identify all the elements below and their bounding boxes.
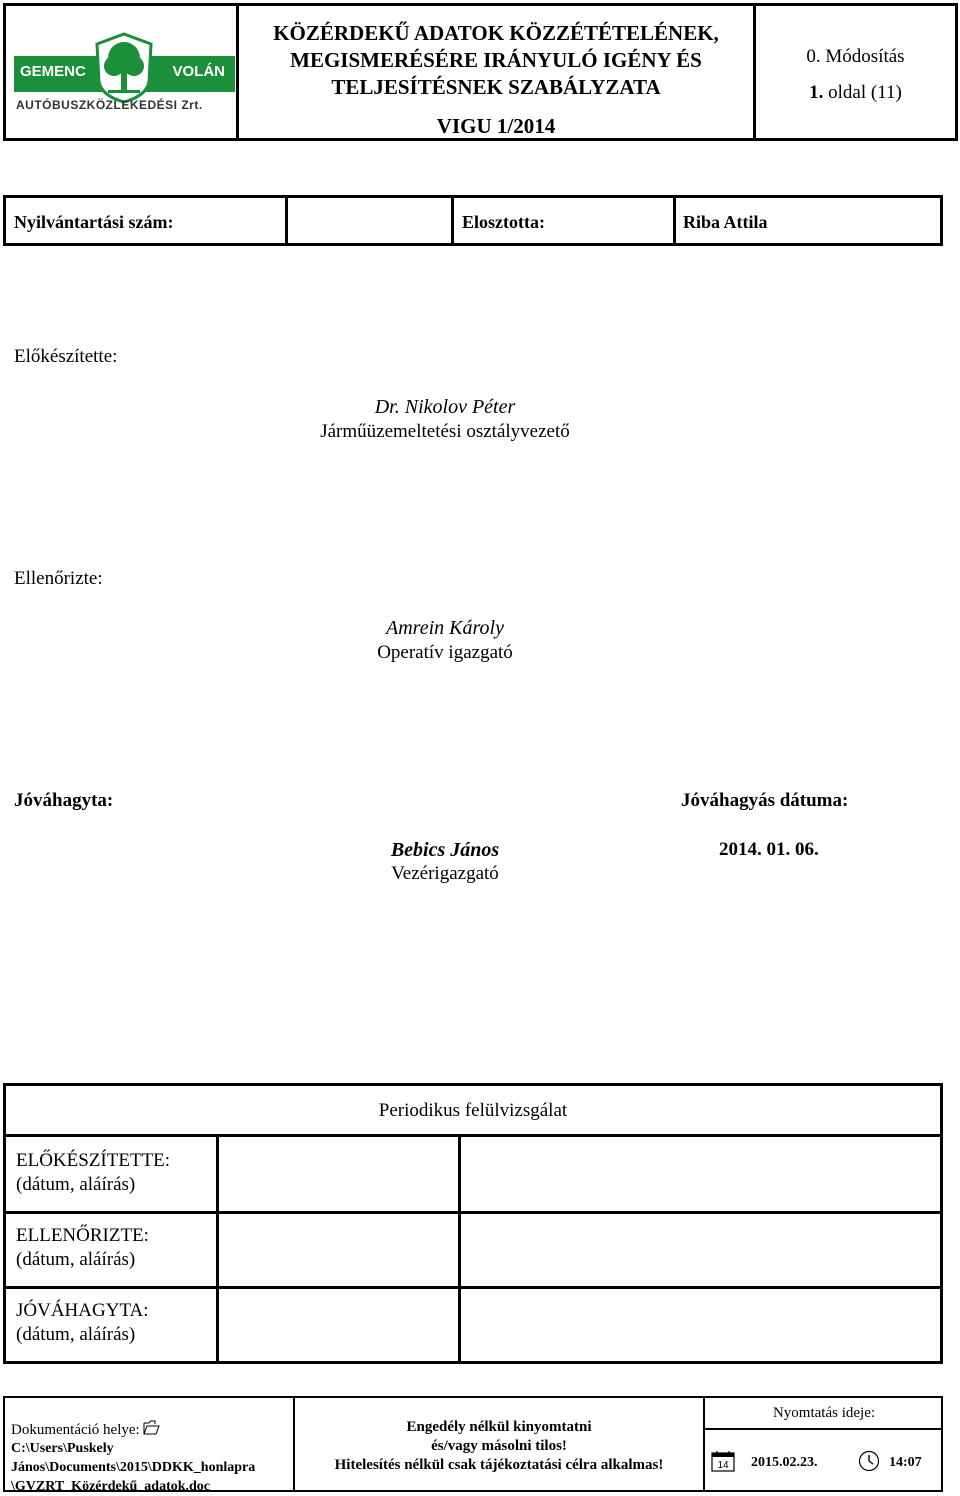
document-code: VIGU 1/2014	[436, 114, 556, 138]
row-title: JÓVÁHAGYTA:	[16, 1300, 149, 1321]
logo-cell	[3, 3, 239, 141]
column-divider	[216, 1137, 219, 1211]
logo-text-left: GEMENC	[20, 63, 86, 80]
footer	[3, 1396, 943, 1492]
approved-role: Vezérigazgató	[391, 863, 499, 884]
checked-label: Ellenőrizte:	[14, 568, 103, 589]
doc-path	[11, 1439, 255, 1496]
prepared-role: Járműüzemeltetési osztályvezető	[320, 421, 570, 442]
page-index: 1.	[809, 82, 824, 103]
path-line: C:\Users\Puskely	[11, 1441, 114, 1456]
footer-divider	[703, 1428, 943, 1430]
row-title: ELLENŐRIZTE:	[16, 1225, 149, 1246]
print-time-label: Nyomtatás ideje:	[772, 1405, 876, 1421]
approval-date-label: Jóváhagyás dátuma:	[681, 790, 849, 811]
checked-name: Amrein Károly	[386, 617, 504, 639]
title-cell	[236, 3, 756, 141]
registration-number-cell	[285, 198, 454, 243]
periodic-row-prepared	[3, 1137, 943, 1214]
distributed-value: Riba Attila	[683, 212, 768, 232]
periodic-review-header	[3, 1083, 943, 1137]
row-subtitle: (dátum, aláírás)	[16, 1249, 136, 1270]
revision-cell	[753, 3, 958, 141]
clock-icon	[858, 1450, 880, 1472]
periodic-row-label	[16, 1149, 170, 1197]
periodic-row-checked	[3, 1212, 943, 1289]
title-line: MEGISMERÉSÉRE IRÁNYULÓ IGÉNY ÉS	[290, 48, 702, 72]
notice-line: és/vagy másolni tilos!	[431, 1438, 567, 1454]
periodic-row-label	[16, 1224, 149, 1272]
page-total: oldal (11)	[823, 82, 902, 103]
print-date: 2015.02.23.	[751, 1455, 818, 1470]
calendar-icon	[711, 1450, 735, 1472]
calendar-day: 14	[717, 1460, 729, 1471]
modification-label: 0. Módosítás	[806, 46, 905, 67]
row-subtitle: (dátum, aláírás)	[16, 1174, 136, 1195]
column-divider	[216, 1287, 219, 1361]
copy-notice	[295, 1418, 703, 1475]
column-divider	[458, 1212, 461, 1286]
periodic-row-label	[16, 1299, 149, 1347]
title-line: TELJESÍTÉSNEK SZABÁLYZATA	[331, 75, 661, 99]
tree-logo-icon	[94, 32, 154, 104]
checked-role: Operatív igazgató	[377, 642, 513, 663]
approved-label: Jóváhagyta:	[14, 790, 114, 811]
path-line: János\Documents\2015\DDKK_honlapra	[11, 1460, 256, 1475]
approved-name: Bebics János	[390, 839, 500, 861]
page-number	[756, 82, 955, 104]
row-subtitle: (dátum, aláírás)	[16, 1324, 136, 1345]
notice-line: Hitelesítés nélkül csak tájékoztatási célra alkalmas!	[334, 1457, 664, 1473]
logo-text-right: VOLÁN	[172, 63, 225, 80]
print-time: 14:07	[889, 1455, 922, 1470]
row-title: ELŐKÉSZÍTETTE:	[16, 1150, 171, 1171]
doc-location	[11, 1420, 160, 1440]
path-line: \GVZRT_Közérdekű_adatok.doc	[11, 1479, 211, 1494]
registration-row	[3, 195, 943, 246]
periodic-review-title: Periodikus felülvizsgálat	[378, 1100, 568, 1121]
approval-date-value: 2014. 01. 06.	[719, 839, 819, 860]
document-title	[239, 20, 753, 101]
distributed-label-cell	[451, 198, 676, 243]
column-divider	[216, 1212, 219, 1286]
doc-location-label: Dokumentáció helye:	[11, 1422, 140, 1438]
periodic-row-approved	[3, 1287, 943, 1364]
notice-line: Engedély nélkül kinyomtatni	[406, 1419, 592, 1435]
prepared-label: Előkészítette:	[14, 346, 118, 367]
distributed-value-cell	[673, 198, 943, 243]
distributed-label: Elosztotta:	[462, 212, 545, 232]
registration-number-label: Nyilvántartási szám:	[14, 212, 174, 232]
prepared-name: Dr. Nikolov Péter	[374, 396, 516, 418]
title-line: KÖZÉRDEKŰ ADATOK KÖZZÉTÉTELÉNEK,	[273, 21, 719, 45]
column-divider	[458, 1137, 461, 1211]
logo-subtitle: AUTÓBUSZKÖZLEKEDÉSI Zrt.	[16, 98, 203, 112]
column-divider	[458, 1287, 461, 1361]
folder-icon	[143, 1420, 160, 1435]
